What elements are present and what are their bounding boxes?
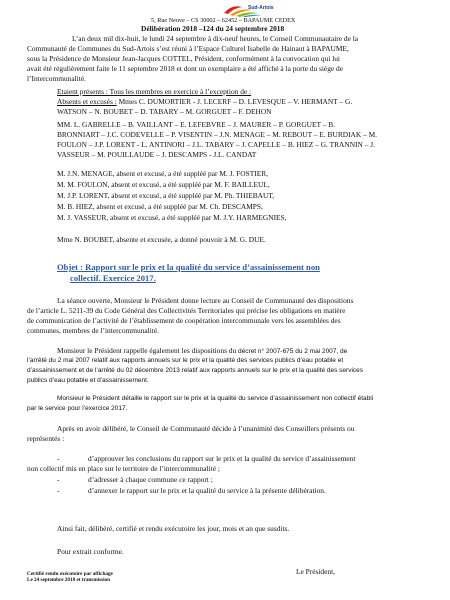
rappel-line: publics d’eau potable et d’assainissement. xyxy=(27,377,149,384)
absents-line: FOULON – J.P. LORENT - L. ANTINORI – J.L. TABARY – J. CAPELLE – B. HIEZ – G. TRANNIN – J. xyxy=(57,140,375,149)
detail-line: par le service pour l’exercice 2017. xyxy=(27,405,128,412)
absents-line: WATSON – N. BOUBET – D. TABARY – M. GORGUET – F. DEHON xyxy=(57,107,272,116)
absents-label: Absents et excusés : xyxy=(57,97,117,106)
detail-line: Monsieur le Président détaille le rapport sur le prix et la qualité du service d’assainissement non collectif établi xyxy=(57,395,374,402)
bullet-item: d’approuver les conclusions du rapport sur le prix et la qualité du service d’assainissement xyxy=(88,454,356,463)
suppleant-line: M. B. HIEZ, absent et excusé, a été suppléé par M. Ch. DESCAMPS, xyxy=(57,202,263,211)
absents-line: BRONNIART – J.C. CODEVELLE – P. VISENTIN – J.N. MENAGE – M. REBOUT – E. BURDIAK – M. xyxy=(57,130,378,139)
pouvoir-line: Mme N. BOUBET, absente et excusée, a donné pouvoir à M. G. DUE. xyxy=(57,235,266,244)
intro-line: Communauté de Communes du Sud-Artois s’est réuni à l’Espace Culturel Isabelle de Hainaut à BAPAUME, xyxy=(27,44,349,53)
intro-line: L’an deux mil dix-huit, le lundi 24 septembre à dix-neuf heures, le Conseil Communautaire de la xyxy=(72,34,359,43)
intro-line: sous la Présidence de Monsieur Jean-Jacques COTTEL, Président, conformément à la convocation qui lui xyxy=(27,54,340,63)
rappel-line: Monsieur le Président rappelle également les dispositions du décret n° 2007-675 du 2 mai 2007, de xyxy=(57,346,348,355)
seance-line: communes, membres de l’intercommunalité. xyxy=(27,326,159,335)
absents-line xyxy=(57,98,352,106)
objet-title: collectif. Exercice 2017. xyxy=(70,273,156,283)
closing-line: Ainsi fait, délibéré, certifié et rendu exécutoire les jour, mois et an que susdits. xyxy=(57,524,290,533)
seance-line: de communication de l’activité de l’établissement de coopération intercommunale vers les assemblées des xyxy=(27,316,341,325)
svg-text:Sud-Artois: Sud-Artois xyxy=(248,5,274,11)
signature-label: Le Président, xyxy=(296,567,335,576)
bullet-item: d’adresser à chaque commune ce rapport ; xyxy=(88,475,213,484)
intro-line: l’Intercommunalité. xyxy=(27,74,86,83)
deliberation-title: Délibération 2018 –124 du 24 septembre 2018 xyxy=(141,24,285,33)
absents-line: VASSEUR – M. POUILLAUDE – J. DESCAMPS - J.L. CANDAT xyxy=(57,150,257,159)
suppleant-line: M. J.P. LORENT, absent et excusé, a été suppléé par M. Ph. THIEBAUT, xyxy=(57,191,275,200)
seance-line: La séance ouverte, Monsieur le Président donne lecture au Conseil de Communauté des dispositions xyxy=(57,296,354,305)
bullet-dash: - xyxy=(57,475,60,484)
absents-names: Mmes C. DUMORTIER - J. LECERF – D. LEVESQUE – V. HERMANT – G. xyxy=(116,97,353,106)
footer-certification: Certifié rendu exécutoire par affichage xyxy=(27,571,113,577)
seance-line: de l’article L. 5211-39 du Code Général des Collectivités Territoriales qui précise les obligations en matière xyxy=(27,306,346,315)
suppleant-line: M. J.N. MENAGE, absent et excusé, a été suppléé par M. J. FOSTIER, xyxy=(57,169,269,178)
suppleant-line: M. M. FOULON, absent et excusé, a été suppléé par M. F. BAILLEUL, xyxy=(57,180,270,189)
bullet-item: d’annexer le rapport sur le prix et la qualité du service à la présente délibération. xyxy=(88,486,326,495)
bullet-dash: - xyxy=(57,486,60,495)
closing-line: Pour extrait conforme. xyxy=(57,547,124,556)
intro-line: avait été régulièrement faite le 11 septembre 2018 et dont un exemplaire a été affiché à la porte du siège de xyxy=(27,64,344,73)
decision-line: Après en avoir délibéré, le Conseil de Communauté décide à l’unanimité des Conseillers présents ou xyxy=(57,424,355,433)
footer-certification: Le 24 septembre 2018 et transmission xyxy=(27,577,111,583)
sud-artois-logo xyxy=(222,3,274,17)
objet-title: Objet : Rapport sur le prix et la qualité du service d’assainissement non xyxy=(57,262,320,272)
address-line: 5, Rue Neuve – CS 30002 – 62452 – BAPAUME CEDEX xyxy=(151,17,296,24)
absents-line: MM. L. GABRELLE – B. VAILLANT – E. LEFEBVRE – J. MAURER – P. GORGUET – B. xyxy=(57,120,336,129)
bullet-continuation: non collectif mis en place sur le territoire de l’intercommunalité ; xyxy=(27,464,220,473)
decision-line: représentés : xyxy=(27,434,65,443)
suppleant-line: M. J. VASSEUR, absent et excusé, a été suppléé par M. J.Y. HARMEGNIES, xyxy=(57,213,287,222)
bullet-dash: - xyxy=(57,454,60,463)
presents-line: Etaient présents : Tous les membres en exercice à l’exception de : xyxy=(57,87,252,96)
rappel-line: d’assainissement et de l’arrêté du 02 décembre 2013 relatif aux rapports annuels sur le prix et la qualité des services xyxy=(27,367,364,374)
rappel-line: l’arrêté du 2 mai 2007 relatif aux rapports annuels sur le prix et la qualité des services publics d’eau potable et xyxy=(27,357,344,364)
